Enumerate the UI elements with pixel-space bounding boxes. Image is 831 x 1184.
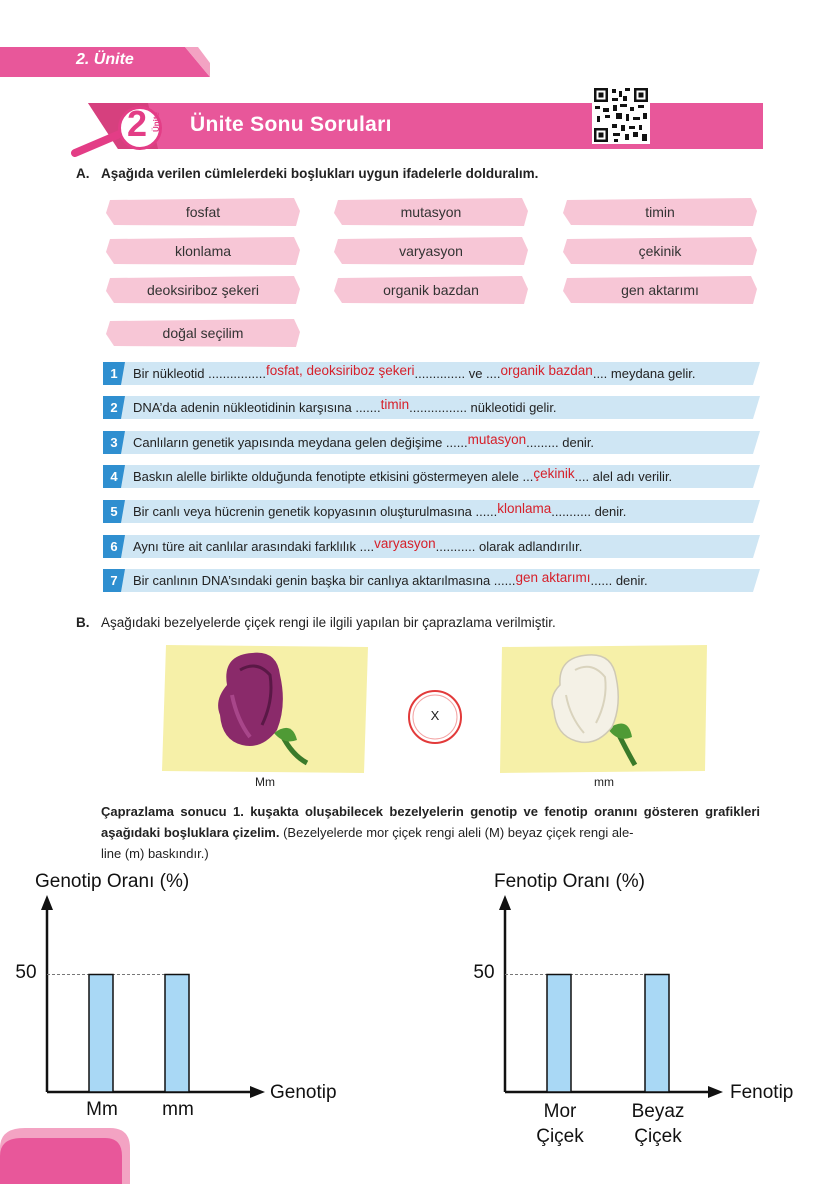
purple-flower-image [162,645,368,773]
y-axis-arrow-icon [499,895,511,910]
answer-text: mutasyon [467,432,527,447]
section-b-instruction: Aşağıdaki bezelyelerde çiçek rengi ile ilgili yapılan bir çaprazlama verilmiştir. [101,615,556,630]
bar-genotype-0 [89,975,113,1093]
x-axis-arrow-icon [250,1086,265,1098]
phenotype-xlabel: Fenotip [730,1082,794,1103]
right-flower-label: mm [594,775,614,789]
x-axis-arrow-icon [708,1086,723,1098]
word-chip: çekinik [563,236,757,266]
cross-symbol: X [430,708,440,723]
phenotype-category-label: Mor Çiçek [536,1101,584,1147]
phenotype-chart [460,890,760,1110]
qr-code-icon[interactable] [592,86,650,144]
statement-row: 7 Bir canlının DNA’sındaki genin başka bir canlıya aktarılmasına ......gen aktarımı...... denir. [103,569,760,592]
phenotype-category-label: Beyaz Çiçek [631,1101,685,1147]
section-a-instruction: Aşağıda verilen cümlelerdeki boşlukları uygun ifadelerle dolduralım. [101,166,539,181]
word-chip: organik bazdan [334,275,528,305]
phenotype-ytick-label: 50 [473,962,495,983]
statement-text: Baskın alelle birlikte olduğunda fenotipte etkisini göstermeyen alele ...çekinik.... alel adı verilir. [133,466,673,484]
answer-text: varyasyon [374,536,436,551]
statement-text: Aynı türe ait canlılar arasındaki farklılık ....varyasyon........... olarak adlandırılır. [133,536,583,554]
word-chip: varyasyon [334,236,528,266]
bar-phenotype-0 [547,975,571,1093]
genotype-chart-title: Genotip Oranı (%) [35,871,190,892]
statement-row: 6 Aynı türe ait canlılar arasındaki farklılık ....varyasyon........... olarak adlandırılır. [103,535,760,558]
statement-row: 3 Canlıların genetik yapısında meydana gelen değişime ......mutasyon......... denir. [103,431,760,454]
section-b-letter: B. [76,615,90,630]
section-a-letter: A. [76,166,90,181]
statement-text: DNA’da adenin nükleotidinin karşısına .......timin................ nükleotidi gelir. [133,397,557,415]
unit-badge-number: 2 [127,103,148,144]
genotype-category-label: Mm [86,1099,118,1120]
answer-text: çekinik [533,466,575,481]
word-chip: deoksiriboz şekeri [106,275,300,305]
genotype-category-label: mm [162,1099,194,1120]
statement-row: 4 Baskın alelle birlikte olduğunda fenotipte etkisini göstermeyen alele ...çekinik.... alel adı verilir. [103,465,760,488]
statement-row: 1 Bir nükleotid ................fosfat, deoksiriboz şekeri.............. ve ....organik bazdan.... meydana gelir. [103,362,760,385]
statement-row: 5 Bir canlı veya hücrenin genetik kopyasının oluşturulmasına ......klonlama........... denir. [103,500,760,523]
statement-text: Bir nükleotid ................fosfat, deoksiriboz şekeri.............. ve ....organik bazdan.... meydana gelir. [133,363,696,381]
corner-decoration [0,1128,130,1184]
word-chip: mutasyon [334,197,528,227]
page-title: Ünite Sonu Soruları [190,113,392,136]
statement-text: Canlıların genetik yapısında meydana gelen değişime ......mutasyon......... denir. [133,432,595,450]
bar-phenotype-1 [645,975,669,1093]
word-chip: klonlama [106,236,300,266]
word-chip: timin [563,197,757,227]
question-text: Çaprazlama sonucu 1. kuşakta oluşabilecek bezelyelerin genotip ve fenotip oranını gösteren grafikleri aşağıdaki boşluklara çizelim. (Bezelyelerde mor çiçek rengi aleli (M) beyaz çiçek rengi ale- line (m) baskındır.) [101,804,760,861]
genotype-xlabel: Genotip [270,1082,337,1103]
bar-genotype-1 [165,975,189,1093]
statement-text: Bir canlı veya hücrenin genetik kopyasının oluşturulmasına ......klonlama........... denir. [133,501,627,519]
unit-tab-label: 2. Ünite [76,51,134,68]
answer-text: gen aktarımı [515,570,591,585]
answer-text: organik bazdan [500,363,593,378]
word-chip: fosfat [106,197,300,227]
phenotype-chart-title: Fenotip Oranı (%) [494,871,645,892]
left-flower-label: Mm [255,775,275,789]
statement-text: Bir canlının DNA’sındaki genin başka bir canlıya aktarılmasına ......gen aktarımı...... denir. [133,570,648,588]
white-flower-image [500,645,707,773]
word-chip: gen aktarımı [563,275,757,305]
answer-text: timin [380,397,410,412]
word-chip: doğal seçilim [106,318,300,348]
genotype-chart [0,890,360,1110]
unit-badge-sub: Ünite [152,112,161,132]
statement-row: 2 DNA’da adenin nükleotidinin karşısına .......timin................ nükleotidi gelir. [103,396,760,419]
y-axis-arrow-icon [41,895,53,910]
genotype-ytick-label: 50 [15,962,37,983]
answer-text: fosfat, deoksiriboz şekeri [265,363,415,378]
answer-text: klonlama [497,501,552,516]
